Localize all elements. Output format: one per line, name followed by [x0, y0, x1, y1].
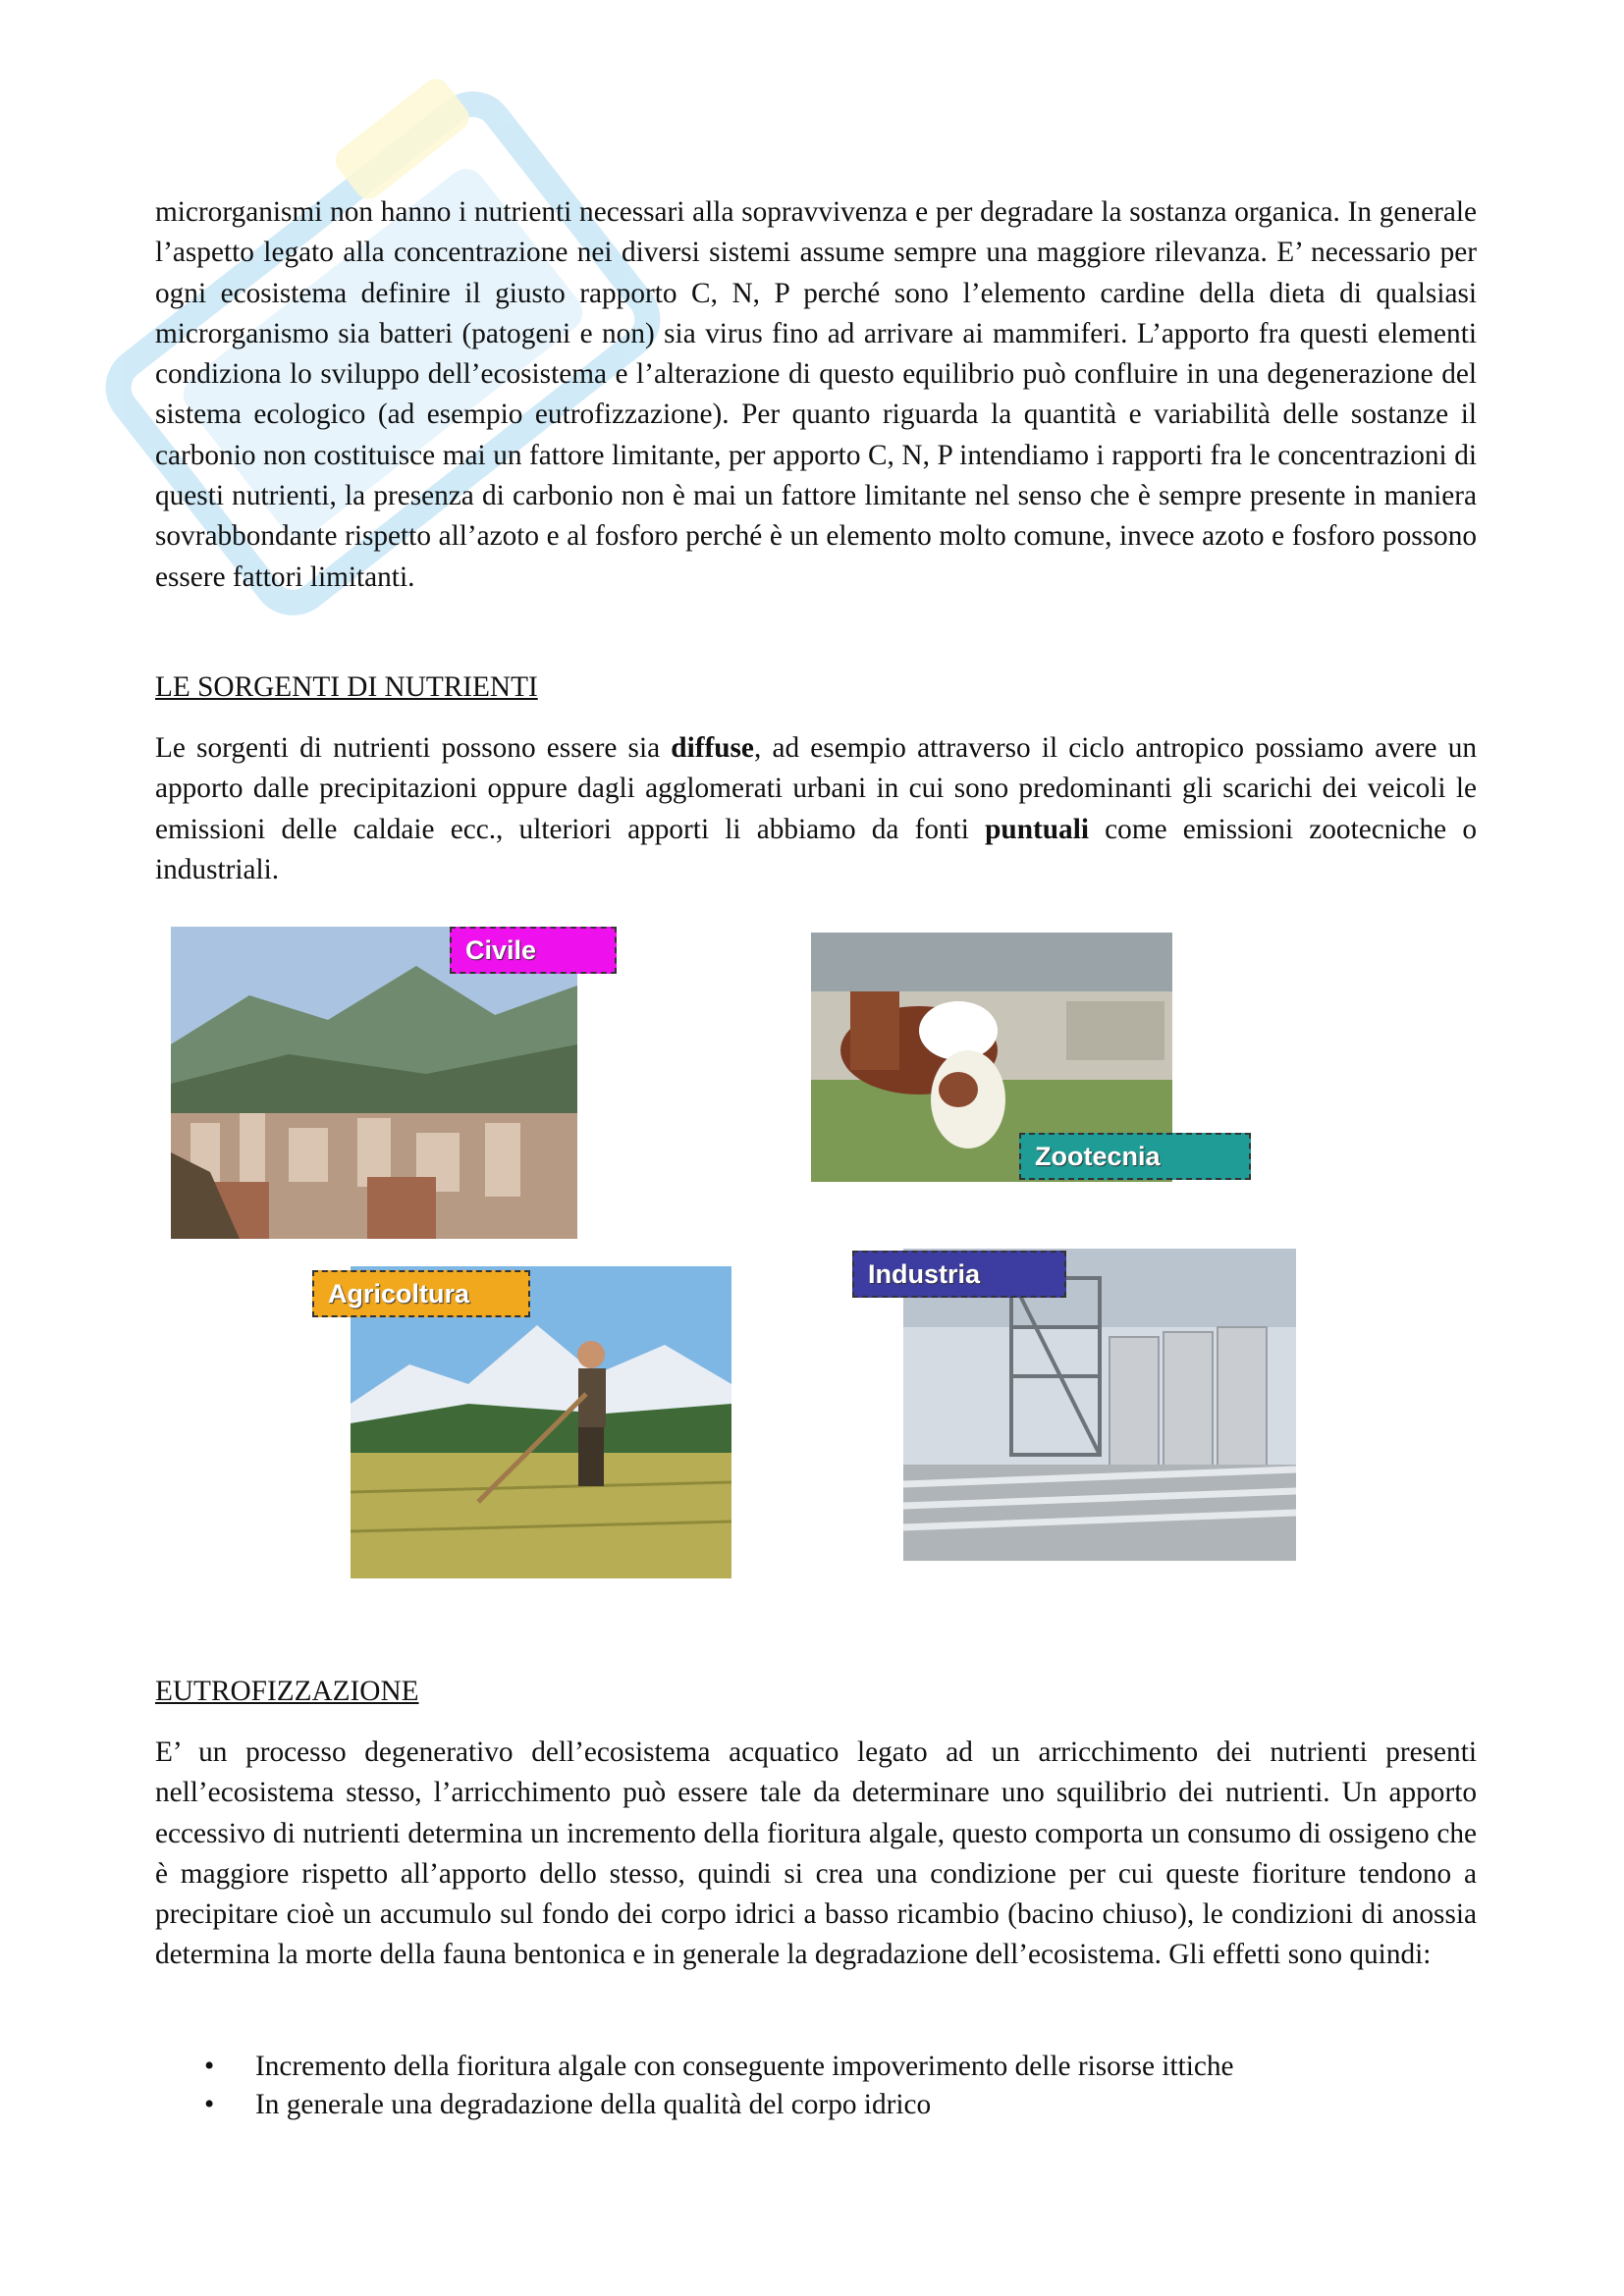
label-civile: Civile — [450, 927, 617, 974]
heading-eutrofizzazione: EUTROFIZZAZIONE — [155, 1676, 419, 1707]
bold-diffuse: diffuse — [671, 732, 754, 764]
bold-puntuali: puntuali — [985, 813, 1089, 845]
paragraph-sorgenti: Le sorgenti di nutrienti possono essere sia diffuse, ad esempio attraverso il ciclo antropico possiamo avere un apporto dalle precipitazioni oppure dagli agglomerati urbani in cui sono predominanti gli scarichi dei veicoli le emissioni delle caldaie ecc., ulteriori apporti li abbiamo da fonti puntuali come emissioni zootecniche o industriali. — [155, 732, 1478, 885]
list-item: • Incremento della fioritura algale con conseguente impoverimento delle risorse ittiche — [155, 2048, 1477, 2086]
label-industria: Industria — [852, 1251, 1066, 1298]
heading-sorgenti: LE SORGENTI DI NUTRIENTI — [155, 671, 538, 703]
bullet-icon: • — [204, 2051, 215, 2082]
list-item: • In generale una degradazione della qualità del corpo idrico — [155, 2086, 1477, 2124]
label-zootecnia: Zootecnia — [1019, 1133, 1251, 1180]
paragraph-intro: microrganismi non hanno i nutrienti necessari alla sopravvivenza e per degradare la sostanza organica. In generale l’aspetto legato alla concentrazione nei diversi sistemi assume sempre una maggiore rilevanza. E’ necessario per ogni ecosistema definire il giusto rapporto C, N, P perché sono l’elemento cardine della dieta di qualsiasi microrganismo sia batteri (patogeni e non) sia virus fino ad arrivare ai mammiferi. L’apporto fra questi elementi condiziona lo sviluppo dell’ecosistema e l’alterazione di questo equilibrio può confluire in una degenerazione del sistema ecologico (ad esempio eutrofizzazione). Per quanto riguarda la quantità e variabilità delle sostanze il carbonio non costituisce mai un fattore limitante, per apporto C, N, P intendiamo i rapporti fra le concentrazioni di questi nutrienti, la presenza di carbonio non è mai un fattore limitante nel senso che è sempre presente in maniera sovrabbondante rispetto all’azoto e al fosforo perché è un elemento molto comune, invece azoto e fosforo possono essere fattori limitanti. — [155, 196, 1477, 593]
paragraph-eutrofizzazione: E’ un processo degenerativo dell’ecosistema acquatico legato ad un arricchimento dei nutrienti presenti nell’ecosistema stesso, l’arricchimento può essere tale da determinare uno squilibrio dei nutrienti. Un apporto eccessivo di nutrienti determina un incremento della fioritura algale, questo comporta un consumo di ossigeno che è maggiore rispetto all’apporto dello stesso, quindi si crea una condizione per cui queste fioriture tendono a precipitare cioè un accumulo sul fondo dei corpo idrici a basso ricambio (bacino chiuso), le condizioni di anossia determina la morte della fauna bentonica e in generale la degradazione dell’ecosistema. Gli effetti sono quindi: — [155, 1736, 1477, 1971]
label-agricoltura: Agricoltura — [312, 1270, 530, 1317]
effects-list — [155, 2048, 1477, 2124]
bullet-icon: • — [204, 2089, 215, 2120]
